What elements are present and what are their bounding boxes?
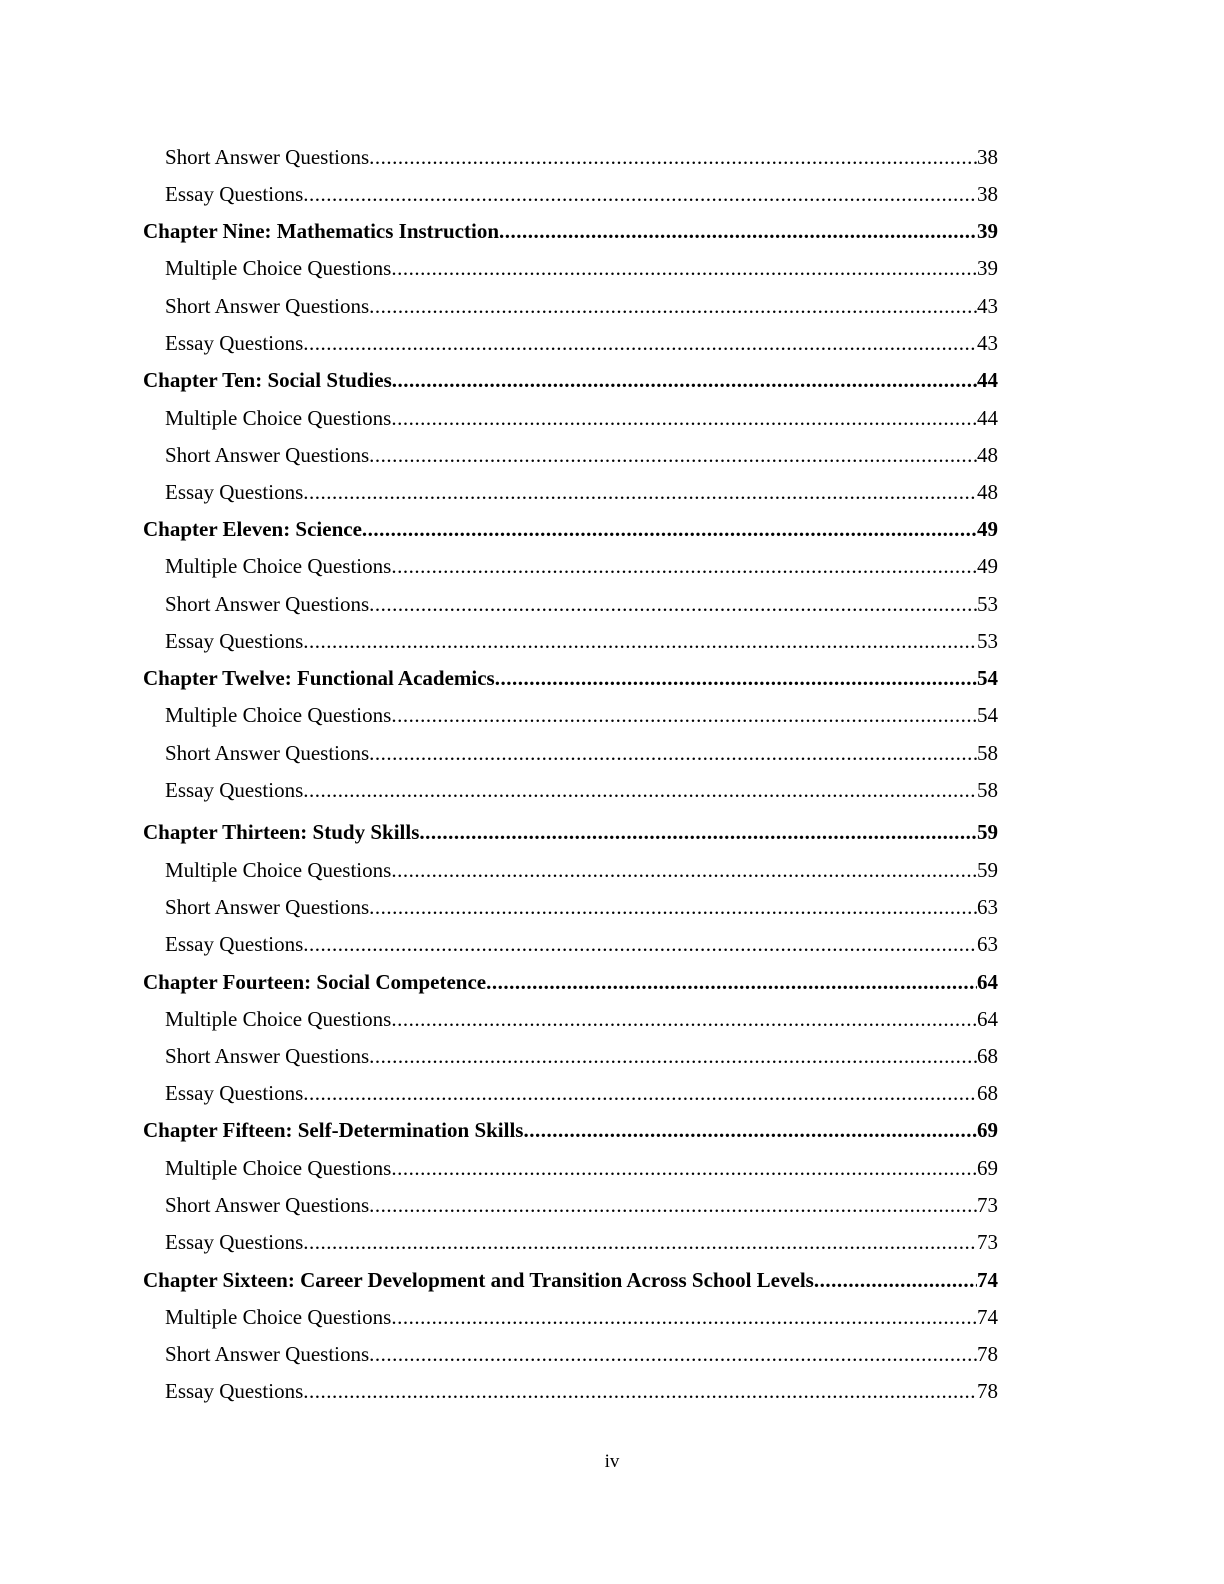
- toc-dot-leader: [495, 663, 977, 693]
- toc-entry-title: Chapter Twelve: Functional Academics: [143, 666, 495, 690]
- toc-entry[interactable]: [165, 1078, 998, 1108]
- toc-entry-title: Short Answer Questions: [165, 145, 370, 169]
- toc-entry-page: 64: [977, 970, 998, 994]
- toc-entry-page: 39: [977, 256, 998, 280]
- toc-entry[interactable]: [165, 1190, 998, 1220]
- toc-entry-page: 49: [977, 554, 998, 578]
- toc-entry[interactable]: [165, 1376, 998, 1406]
- toc-entry-title: Short Answer Questions: [165, 1044, 370, 1068]
- toc-entry[interactable]: [165, 1004, 998, 1034]
- toc-entry[interactable]: [165, 589, 998, 619]
- toc-entry[interactable]: [165, 892, 998, 922]
- toc-entry-page: 68: [977, 1081, 998, 1105]
- toc-dot-leader: [362, 514, 977, 544]
- toc-chapter-entry[interactable]: [143, 1265, 998, 1295]
- toc-entry-page: 64: [977, 1007, 998, 1031]
- toc-dot-leader: [303, 775, 977, 805]
- toc-entry-title: Short Answer Questions: [165, 895, 370, 919]
- toc-entry[interactable]: [165, 855, 998, 885]
- toc-entry-page: 38: [977, 182, 998, 206]
- toc-entry-page: 73: [977, 1230, 998, 1254]
- toc-entry[interactable]: [165, 1153, 998, 1183]
- toc-entry-page: 74: [977, 1268, 998, 1292]
- toc-dot-leader: [369, 1041, 977, 1071]
- toc-entry-page: 69: [977, 1118, 998, 1142]
- toc-entry-page: 48: [977, 480, 998, 504]
- toc-entry-page: 44: [977, 368, 998, 392]
- toc-chapter-entry[interactable]: [143, 663, 998, 693]
- toc-entry-page: 38: [977, 145, 998, 169]
- toc-entry-title: Essay Questions: [165, 331, 304, 355]
- toc-entry[interactable]: [165, 142, 998, 172]
- toc-entry[interactable]: [165, 328, 998, 358]
- toc-entry-page: 54: [977, 703, 998, 727]
- toc-entry-title: Multiple Choice Questions: [165, 1156, 392, 1180]
- toc-entry-title: Essay Questions: [165, 1379, 304, 1403]
- toc-entry-title: Multiple Choice Questions: [165, 703, 392, 727]
- toc-entry[interactable]: [165, 700, 998, 730]
- toc-entry-page: 78: [977, 1379, 998, 1403]
- toc-entry-title: Essay Questions: [165, 480, 304, 504]
- toc-chapter-entry[interactable]: [143, 216, 998, 246]
- toc-entry-title: Multiple Choice Questions: [165, 406, 392, 430]
- toc-entry-title: Short Answer Questions: [165, 592, 370, 616]
- toc-entry-title: Multiple Choice Questions: [165, 1007, 392, 1031]
- toc-dot-leader: [391, 253, 977, 283]
- toc-dot-leader: [391, 700, 977, 730]
- toc-entry-title: Chapter Ten: Social Studies: [143, 368, 392, 392]
- toc-dot-leader: [303, 179, 977, 209]
- toc-entry-title: Short Answer Questions: [165, 294, 370, 318]
- toc-entry[interactable]: [165, 1227, 998, 1257]
- toc-dot-leader: [391, 1004, 977, 1034]
- toc-chapter-entry[interactable]: [143, 514, 998, 544]
- toc-entry[interactable]: [165, 626, 998, 656]
- toc-entry-title: Chapter Thirteen: Study Skills: [143, 820, 420, 844]
- toc-entry[interactable]: [165, 738, 998, 768]
- toc-dot-leader: [391, 855, 977, 885]
- toc-entry-title: Multiple Choice Questions: [165, 858, 392, 882]
- toc-chapter-entry[interactable]: [143, 817, 998, 847]
- toc-dot-leader: [391, 403, 977, 433]
- toc-entry-page: 74: [977, 1305, 998, 1329]
- toc-entry-title: Chapter Fifteen: Self-Determination Skills: [143, 1118, 524, 1142]
- toc-dot-leader: [369, 1339, 977, 1369]
- toc-entry-title: Chapter Nine: Mathematics Instruction: [143, 219, 499, 243]
- toc-entry-page: 44: [977, 406, 998, 430]
- toc-entry[interactable]: [165, 1339, 998, 1369]
- toc-dot-leader: [369, 892, 977, 922]
- toc-entry-page: 73: [977, 1193, 998, 1217]
- toc-entry-title: Essay Questions: [165, 932, 304, 956]
- toc-entry-title: Short Answer Questions: [165, 741, 370, 765]
- toc-dot-leader: [499, 216, 977, 246]
- toc-dot-leader: [369, 589, 977, 619]
- toc-entry-page: 43: [977, 331, 998, 355]
- toc-dot-leader: [523, 1115, 977, 1145]
- toc-entry-title: Multiple Choice Questions: [165, 554, 392, 578]
- toc-entry-title: Chapter Eleven: Science: [143, 517, 362, 541]
- toc-dot-leader: [391, 1302, 977, 1332]
- toc-entry-page: 43: [977, 294, 998, 318]
- toc-dot-leader: [369, 1190, 977, 1220]
- toc-dot-leader: [814, 1265, 977, 1295]
- toc-entry-title: Multiple Choice Questions: [165, 1305, 392, 1329]
- toc-entry-title: Essay Questions: [165, 629, 304, 653]
- toc-entry-title: Chapter Fourteen: Social Competence: [143, 970, 487, 994]
- toc-entry-title: Essay Questions: [165, 1081, 304, 1105]
- toc-dot-leader: [419, 817, 977, 847]
- toc-entry-page: 48: [977, 443, 998, 467]
- toc-entry[interactable]: [165, 551, 998, 581]
- toc-entry-page: 39: [977, 219, 998, 243]
- toc-chapter-entry[interactable]: [143, 967, 998, 997]
- toc-dot-leader: [369, 142, 977, 172]
- toc-dot-leader: [303, 626, 977, 656]
- toc-entry-title: Chapter Sixteen: Career Development and Transition Across School Levels: [143, 1268, 814, 1292]
- toc-dot-leader: [303, 1078, 977, 1108]
- toc-entry-page: 63: [977, 932, 998, 956]
- toc-chapter-entry[interactable]: [143, 1115, 998, 1145]
- toc-chapter-entry[interactable]: [143, 365, 998, 395]
- toc-entry[interactable]: [165, 1302, 998, 1332]
- toc-entry[interactable]: [165, 179, 998, 209]
- toc-entry-page: 54: [977, 666, 998, 690]
- toc-entry-title: Essay Questions: [165, 1230, 304, 1254]
- toc-dot-leader: [369, 291, 977, 321]
- toc-entry[interactable]: [165, 477, 998, 507]
- toc-entry[interactable]: [165, 403, 998, 433]
- toc-entry-page: 63: [977, 895, 998, 919]
- toc-entry-title: Short Answer Questions: [165, 443, 370, 467]
- toc-dot-leader: [391, 1153, 977, 1183]
- toc-dot-leader: [303, 929, 977, 959]
- toc-entry-page: 53: [977, 629, 998, 653]
- toc-entry-page: 58: [977, 778, 998, 802]
- toc-entry-page: 58: [977, 741, 998, 765]
- page-number: iv: [604, 1451, 620, 1472]
- toc-dot-leader: [391, 551, 977, 581]
- toc-dot-leader: [303, 1376, 977, 1406]
- toc-entry[interactable]: [165, 775, 998, 805]
- toc-entry[interactable]: [165, 253, 998, 283]
- toc-dot-leader: [392, 365, 977, 395]
- toc-dot-leader: [303, 328, 977, 358]
- toc-entry-page: 68: [977, 1044, 998, 1068]
- toc-entry-page: 59: [977, 858, 998, 882]
- toc-dot-leader: [369, 440, 977, 470]
- toc-entry[interactable]: [165, 440, 998, 470]
- toc-entry[interactable]: [165, 1041, 998, 1071]
- toc-entry[interactable]: [165, 929, 998, 959]
- toc-entry-page: 53: [977, 592, 998, 616]
- toc-entry-title: Short Answer Questions: [165, 1342, 370, 1366]
- toc-dot-leader: [303, 1227, 977, 1257]
- toc-dot-leader: [369, 738, 977, 768]
- toc-dot-leader: [303, 477, 977, 507]
- toc-entry-title: Multiple Choice Questions: [165, 256, 392, 280]
- toc-entry[interactable]: [165, 291, 998, 321]
- toc-entry-page: 49: [977, 517, 998, 541]
- toc-entry-title: Short Answer Questions: [165, 1193, 370, 1217]
- toc-dot-leader: [486, 967, 977, 997]
- toc-entry-page: 78: [977, 1342, 998, 1366]
- toc-entry-title: Essay Questions: [165, 182, 304, 206]
- toc-entry-page: 59: [977, 820, 998, 844]
- toc-entry-page: 69: [977, 1156, 998, 1180]
- toc-entry-title: Essay Questions: [165, 778, 304, 802]
